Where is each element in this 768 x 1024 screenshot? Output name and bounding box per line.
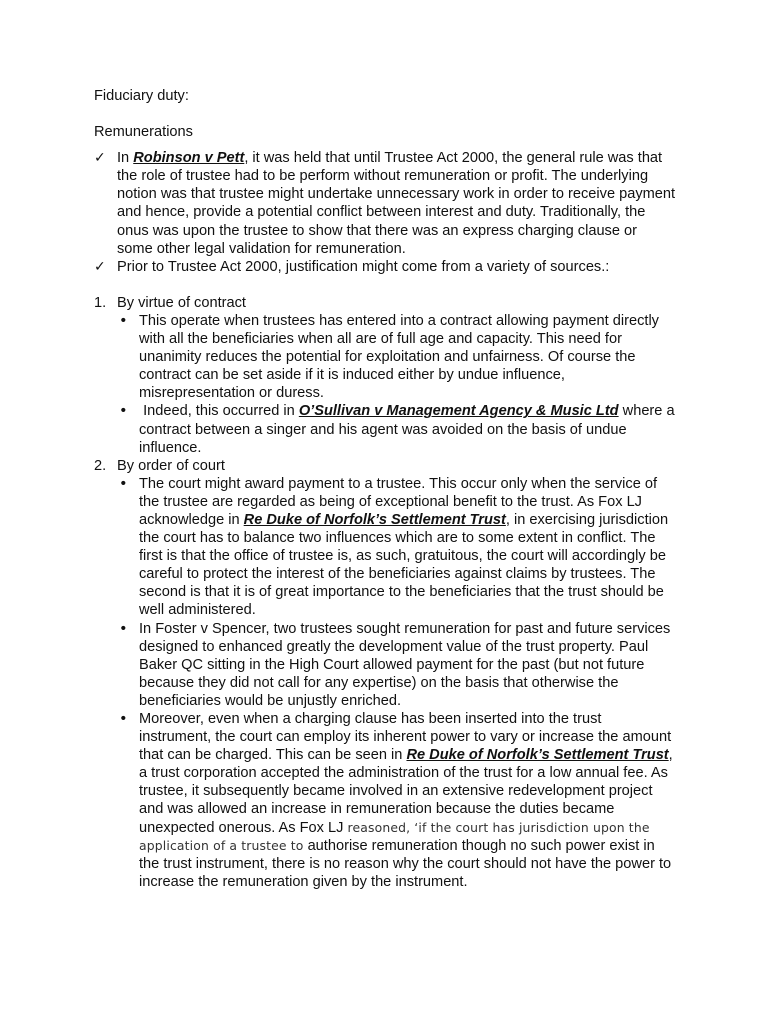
bullet-text-pre: Moreover, even when a charging clause has been inserted into the trust instrument, the court can employ its inherent power to vary or increase the amount that can be charged. This can be seen in [139, 711, 672, 764]
section-number: 2. [94, 457, 107, 474]
section-by-virtue-of-contract [94, 294, 676, 457]
section-by-order-of-court [94, 457, 676, 891]
checkmark-icon: ✓ [94, 258, 106, 275]
numbered-list [94, 294, 676, 891]
section-number: 1. [94, 294, 107, 311]
case-name-re-duke-of-norfolk: Re Duke of Norfolk’s Settlement Trust [406, 747, 669, 764]
bullet-icon: • [119, 474, 128, 492]
check-item-robinson [94, 149, 676, 258]
bullet-item-contract [117, 312, 676, 402]
bullet-item-osullivan [117, 402, 676, 456]
bullet-text: In Foster v Spencer, two trustees sought remuneration for past and future services designed to enhanced greatly the development value of the trust property. Paul Baker QC sitting in the High Court allowed payment for the past (but not future because they did not call for any expertise) on the basis that otherwise the beneficiaries would be unjustly enriched. [139, 620, 671, 709]
bullet-text-post: where a contract between a singer and his agent was avoided on the basis of undue influence. [139, 403, 675, 456]
bullet-list [117, 475, 676, 891]
bullet-text-quote: reasoned, ‘if the court has jurisdiction upon the application of a trustee to [139, 819, 650, 853]
bullet-icon: • [119, 619, 128, 637]
bullet-text-pre: The court might award payment to a trustee. This occur only when the service of the trustee are regarded as being of exceptional benefit to the trust. As Fox LJ acknowledge in [139, 475, 658, 528]
case-name-robinson-v-pett: Robinson v Pett [133, 150, 245, 167]
bullet-text: This operate when trustees has entered into a contract allowing payment directly with all the beneficiaries when all are of full age and capacity. This need for unanimity reduces the potential for exploitation and unfairness. Of course the contract can be set aside if it is induced either by undue influence, misrepresentation or duress. [139, 312, 659, 402]
bullet-text-tail: authorise remuneration though no such power exist in the trust instrument, there is no reason why the court should not have the power to increase the remuneration given by the instrument. [139, 837, 672, 890]
checkmark-list [94, 149, 676, 276]
bullet-icon: • [119, 710, 128, 727]
bullet-text-pre: Indeed, this occurred in [139, 403, 299, 420]
bullet-text-post: , in exercising jurisdiction the court has to balance two influences which are to some extent in conflict. The first is that the office of trustee is, as such, gratuitous, the court will accordingly be careful to protect the interest of the beneficiaries against claims by trustees. The second is that it is of great importance to the beneficiaries that the trust should be well administered. [139, 511, 669, 619]
heading-fiduciary-duty: Fiduciary duty: [94, 88, 189, 104]
checkmark-icon: ✓ [94, 150, 106, 167]
check-text: Prior to Trustee Act 2000, justification might come from a variety of sources.: [117, 258, 610, 275]
bullet-item-charging-clause [117, 710, 676, 891]
bullet-icon: • [119, 402, 128, 420]
check-text-pre: In [117, 150, 134, 167]
bullet-item-foster-v-spencer [117, 620, 676, 710]
case-name-re-duke-of-norfolk: Re Duke of Norfolk’s Settlement Trust [243, 511, 506, 528]
bullet-text-post: , a trust corporation accepted the administration of the trust for a low annual fee. As trustee, it subsequently became involved in an extensive redevelopment project and was allowed an increase in remuneration because the duties became unexpected onerous. As Fox LJ [139, 747, 673, 836]
section-title: By order of court [117, 457, 225, 474]
document-page [94, 87, 676, 891]
bullet-icon: • [119, 311, 128, 329]
bullet-item-award-payment [117, 475, 676, 620]
bullet-list [117, 312, 676, 457]
section-title: By virtue of contract [117, 294, 246, 311]
case-name-osullivan: O’Sullivan v Management Agency & Music Ltd [298, 403, 619, 420]
check-item-prior-trustee-act [94, 258, 676, 276]
check-text-post: , it was held that until Trustee Act 2000, the general rule was that the role of trustee had to be perform without remuneration or profit. The underlying notion was that trustee might undertake unnecessary work in order to receive payment and hence, provide a potential conflict between interest and duty. Traditionally, the onus was upon the trustee to show that there was an express charging clause or some other legal validation for remuneration. [117, 150, 676, 257]
heading-remunerations: Remunerations [94, 124, 193, 141]
